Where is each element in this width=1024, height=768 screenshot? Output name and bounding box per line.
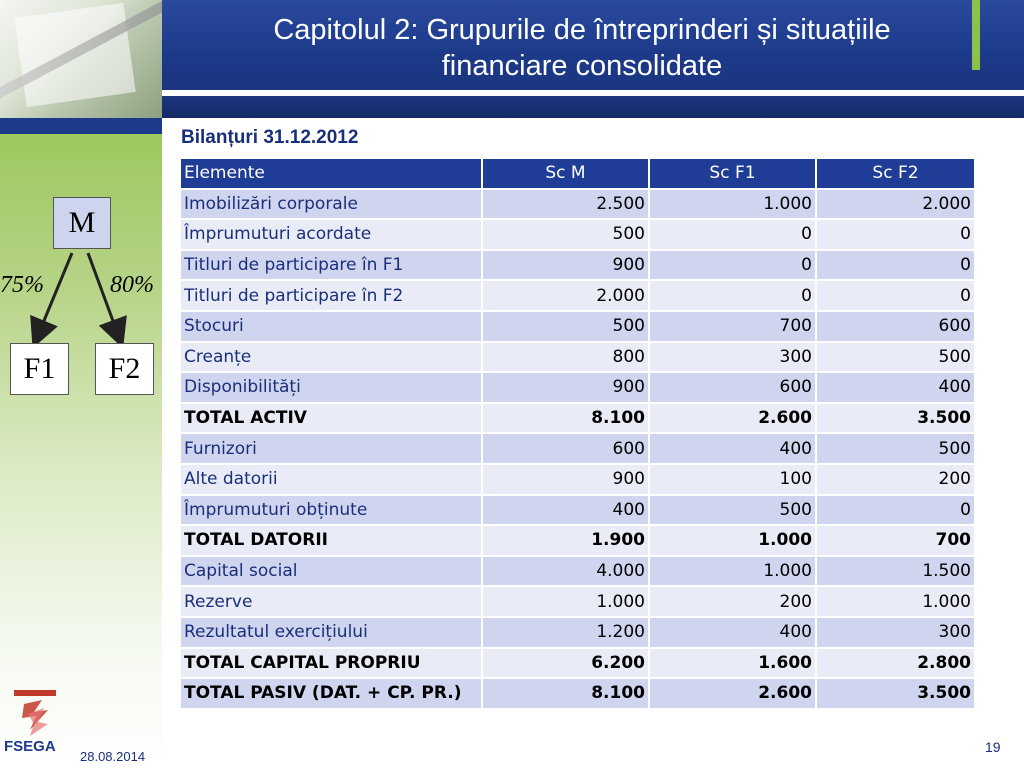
page-number: 19 (985, 739, 1001, 755)
value-cell-f1: 400 (649, 433, 816, 464)
table-row (180, 342, 975, 373)
row-label-cell: Titluri de participare în F1 (180, 250, 482, 281)
row-label-cell: Disponibilități (180, 372, 482, 403)
value-cell-f1: 2.600 (649, 678, 816, 709)
row-label-cell: TOTAL CAPITAL PROPRIU (180, 648, 482, 679)
slide-title (162, 12, 1002, 84)
table-title: Bilanțuri 31.12.2012 (181, 127, 359, 148)
row-label-cell: Titluri de participare în F2 (180, 280, 482, 311)
header-photo-image (0, 0, 162, 118)
value-cell-f2: 0 (816, 250, 975, 281)
value-cell-f1: 0 (649, 250, 816, 281)
footer-date: 28.08.2014 (80, 749, 146, 764)
value-cell-f1: 1.000 (649, 189, 816, 220)
value-cell-m: 900 (482, 464, 649, 495)
slide-header (0, 0, 1024, 118)
row-label-cell: Creanțe (180, 342, 482, 373)
row-label-cell: Stocuri (180, 311, 482, 342)
value-cell-f2: 0 (816, 495, 975, 526)
table-row (180, 495, 975, 526)
value-cell-f2: 0 (816, 280, 975, 311)
node-subsidiary-f2: F2 (95, 343, 154, 395)
table-row (180, 372, 975, 403)
value-cell-m: 900 (482, 372, 649, 403)
value-cell-f1: 400 (649, 617, 816, 648)
value-cell-f2: 400 (816, 372, 975, 403)
percent-right-label: 80% (110, 272, 154, 298)
table-row (180, 525, 975, 556)
value-cell-m: 6.200 (482, 648, 649, 679)
node-parent-m: M (53, 197, 111, 249)
row-label-cell: Furnizori (180, 433, 482, 464)
value-cell-f2: 500 (816, 433, 975, 464)
value-cell-f2: 2.800 (816, 648, 975, 679)
row-label-cell: Rezerve (180, 586, 482, 617)
column-header: Sc M (482, 158, 649, 189)
value-cell-m: 2.000 (482, 280, 649, 311)
value-cell-f2: 500 (816, 342, 975, 373)
value-cell-m: 900 (482, 250, 649, 281)
header-lower-band (162, 96, 1024, 118)
slide-title-line1: Capitolul 2: Grupurile de întreprinderi și situațiile (273, 14, 891, 46)
value-cell-f1: 200 (649, 586, 816, 617)
value-cell-f1: 600 (649, 372, 816, 403)
value-cell-f1: 0 (649, 280, 816, 311)
value-cell-f2: 3.500 (816, 403, 975, 434)
table-row (180, 311, 975, 342)
value-cell-m: 1.200 (482, 617, 649, 648)
table-row (180, 617, 975, 648)
table-row (180, 219, 975, 250)
value-cell-f2: 3.500 (816, 678, 975, 709)
percent-left-label: 75% (0, 272, 44, 298)
table-row (180, 433, 975, 464)
value-cell-m: 4.000 (482, 556, 649, 587)
table-row (180, 556, 975, 587)
value-cell-m: 8.100 (482, 403, 649, 434)
row-label-cell: Împrumuturi obținute (180, 495, 482, 526)
value-cell-m: 2.500 (482, 189, 649, 220)
table-header-row (180, 158, 975, 189)
value-cell-f2: 600 (816, 311, 975, 342)
table-row (180, 403, 975, 434)
table-row (180, 678, 975, 709)
value-cell-f2: 2.000 (816, 189, 975, 220)
value-cell-f1: 1.000 (649, 556, 816, 587)
row-label-cell: Alte datorii (180, 464, 482, 495)
value-cell-f2: 300 (816, 617, 975, 648)
value-cell-f1: 500 (649, 495, 816, 526)
row-label-cell: TOTAL PASIV (DAT. + CP. PR.) (180, 678, 482, 709)
table-row (180, 280, 975, 311)
table-row (180, 250, 975, 281)
row-label-cell: Împrumuturi acordate (180, 219, 482, 250)
column-header: Elemente (180, 158, 482, 189)
value-cell-f1: 300 (649, 342, 816, 373)
value-cell-m: 600 (482, 433, 649, 464)
value-cell-f2: 1.500 (816, 556, 975, 587)
value-cell-f2: 700 (816, 525, 975, 556)
value-cell-f1: 0 (649, 219, 816, 250)
value-cell-m: 1.000 (482, 586, 649, 617)
value-cell-f1: 100 (649, 464, 816, 495)
slide-title-line2: financiare consolidate (441, 50, 723, 82)
value-cell-m: 8.100 (482, 678, 649, 709)
node-subsidiary-f1: F1 (10, 343, 69, 395)
row-label-cell: Imobilizări corporale (180, 189, 482, 220)
value-cell-m: 1.900 (482, 525, 649, 556)
value-cell-m: 400 (482, 495, 649, 526)
row-label-cell: Capital social (180, 556, 482, 587)
value-cell-f1: 2.600 (649, 403, 816, 434)
value-cell-m: 500 (482, 219, 649, 250)
balance-sheet-table (179, 157, 976, 710)
value-cell-m: 800 (482, 342, 649, 373)
table-row (180, 464, 975, 495)
value-cell-f1: 1.000 (649, 525, 816, 556)
table-row (180, 189, 975, 220)
value-cell-f2: 200 (816, 464, 975, 495)
row-label-cell: TOTAL ACTIV (180, 403, 482, 434)
value-cell-f2: 1.000 (816, 586, 975, 617)
row-label-cell: Rezultatul exercițiului (180, 617, 482, 648)
column-header: Sc F1 (649, 158, 816, 189)
logo-text: FSEGA (4, 738, 56, 755)
value-cell-f1: 700 (649, 311, 816, 342)
value-cell-f1: 1.600 (649, 648, 816, 679)
value-cell-m: 500 (482, 311, 649, 342)
table-row (180, 648, 975, 679)
column-header: Sc F2 (816, 158, 975, 189)
row-label-cell: TOTAL DATORII (180, 525, 482, 556)
value-cell-f2: 0 (816, 219, 975, 250)
table-row (180, 586, 975, 617)
